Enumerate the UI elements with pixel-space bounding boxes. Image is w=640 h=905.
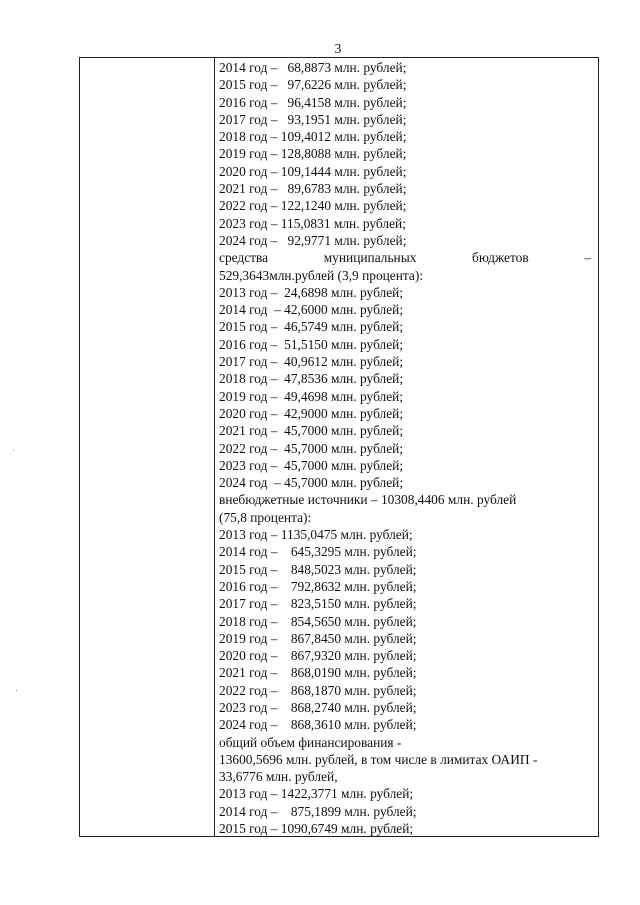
page-number: 3 [334,41,342,56]
text-line: 2015 год – 1090,6749 млн. рублей; [219,821,414,837]
heading-word: бюджетов [472,250,529,266]
municipal-budgets-heading [219,249,591,266]
text-line: 2019 год – 49,4698 млн. рублей; [219,388,404,404]
text-line: 2019 год – 867,8450 млн. рублей; [219,630,417,646]
text-line: 2021 год – 45,7000 млн. рублей; [219,423,404,439]
text-line: 2017 год – 40,9612 млн. рублей; [219,354,404,370]
text-line: 2014 год – 42,6000 млн. рублей; [219,302,404,318]
municipal-and-extrabudgetary-lines [219,267,595,838]
text-line: 2024 год – 45,7000 млн. рублей; [219,475,404,491]
column-divider [214,58,215,836]
text-line: 2020 год – 42,9000 млн. рублей; [219,405,404,421]
text-line: 2016 год – 792,8632 млн. рублей; [219,578,417,594]
financing-text-cell [219,59,595,837]
text-line: 2023 год – 115,0831 млн. рублей; [219,215,406,231]
text-line: 2018 год – 109,4012 млн. рублей; [219,129,407,145]
text-line: 2024 год – 92,9771 млн. рублей; [219,232,407,248]
text-line: 2018 год – 854,5650 млн. рублей; [219,613,417,629]
text-line: (75,8 процента): [219,509,312,525]
text-line: 2016 год – 96,4158 млн. рублей; [219,94,407,110]
text-line: 2017 год – 93,1951 млн. рублей; [219,111,407,127]
heading-word: муниципальных [323,250,417,266]
text-line: внебюджетные источники – 10308,4406 млн. рублей [219,492,517,508]
text-line: 529,3643млн.рублей (3,9 процента): [219,267,424,283]
text-line: 2015 год – 848,5023 млн. рублей; [219,561,417,577]
heading-word: – [584,250,591,266]
text-line: 2018 год – 47,8536 млн. рублей; [219,371,404,387]
text-line: 2014 год – 645,3295 млн. рублей; [219,544,417,560]
text-line: 2020 год – 867,9320 млн. рублей; [219,648,417,664]
text-line: 2014 год – 875,1899 млн. рублей; [219,803,417,819]
text-line: 2021 год – 89,6783 млн. рублей; [219,181,407,197]
text-line: 2013 год – 1135,0475 млн. рублей; [219,527,413,543]
financing-table [79,57,599,837]
text-line: 2023 год – 868,2740 млн. рублей; [219,699,417,715]
text-line: 2022 год – 868,1870 млн. рублей; [219,682,417,698]
text-line: 2013 год – 24,6898 млн. рублей; [219,284,404,300]
text-line: 2022 год – 45,7000 млн. рублей; [219,440,404,456]
text-line: 2017 год – 823,5150 млн. рублей; [219,596,417,612]
text-line: 2015 год – 97,6226 млн. рублей; [219,77,407,93]
text-line: 2013 год – 1422,3771 млн. рублей; [219,786,414,802]
text-line: 13600,5696 млн. рублей, в том числе в лимитах ОАИП - [219,751,538,767]
text-line: 2019 год – 128,8088 млн. рублей; [219,146,407,162]
text-line: 2015 год – 46,5749 млн. рублей; [219,319,404,335]
text-line: 2020 год – 109,1444 млн. рублей; [219,163,407,179]
text-line: 2014 год – 68,8873 млн. рублей; [219,60,407,75]
heading-word: средства [219,250,269,266]
text-line: 2022 год – 122,1240 млн. рублей; [219,198,407,214]
text-line: 2021 год – 868,0190 млн. рублей; [219,665,417,681]
scan-speck [16,690,17,691]
text-line: 33,6776 млн. рублей, [219,769,338,785]
regional-budget-years [219,59,595,249]
text-line: 2024 год – 868,3610 млн. рублей; [219,717,417,733]
text-line: общий объем финансирования - [219,734,402,750]
text-line: 2016 год – 51,5150 млн. рублей; [219,336,404,352]
text-line: 2023 год – 45,7000 млн. рублей; [219,457,404,473]
scan-speck [13,450,14,451]
